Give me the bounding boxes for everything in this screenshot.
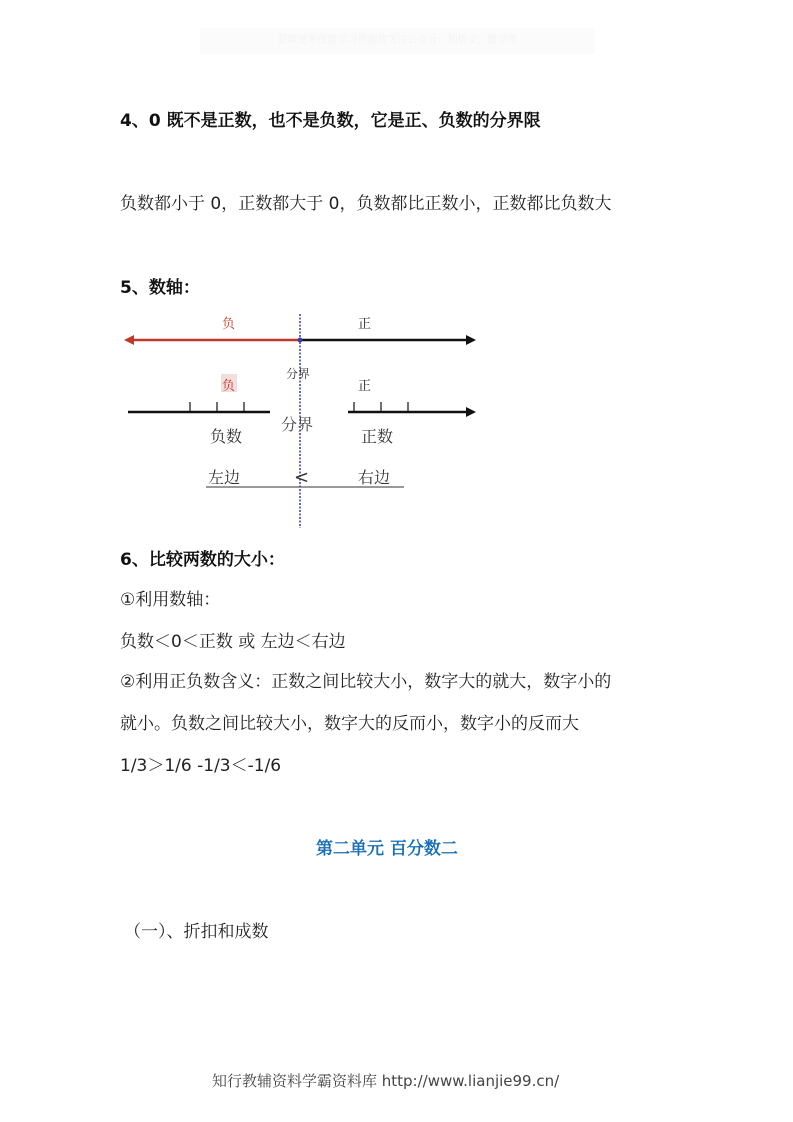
section-6-line-2: 负数＜0＜正数 或 左边＜右边: [120, 632, 346, 652]
section-4-title: 4、0 既不是正数，也不是负数，它是正、负数的分界限: [120, 111, 541, 131]
right-side-label: 右边: [358, 468, 391, 487]
section-5-title: 5、数轴：: [120, 278, 200, 298]
number-line-diagram: [118, 306, 496, 530]
section-6-line-5: 1/3＞1/6 -1/3＜-1/6: [120, 756, 282, 776]
section-6-line-4: 就小。负数之间比较大小，数字大的反而小，数字小的反而大: [120, 714, 579, 734]
left-arrow-icon: [124, 335, 134, 345]
boundary-label-2: 分界: [281, 415, 314, 434]
unit-title: 第二单元 百分数二: [316, 839, 458, 859]
top-pos-label: 正: [358, 317, 372, 332]
watermark: 获取更多优质学习资源请关注公众号：知语文，微学堂: [200, 28, 595, 54]
right-arrow-icon: [466, 335, 476, 345]
section-6-line-3: ②利用正负数含义：正数之间比较大小，数字大的就大，数字小的: [120, 672, 612, 692]
section-6-title: 6、比较两数的大小：: [120, 550, 285, 570]
less-than-sign: <: [294, 467, 310, 488]
subsection-title: （一）、折扣和成数: [124, 922, 269, 942]
section-4-text: 负数都小于 0，正数都大于 0，负数都比正数小，正数都比负数大: [120, 194, 612, 214]
footer-text: 知行教辅资料学霸资料库 http://www.lianjie99.cn/: [212, 1072, 560, 1090]
positive-numbers-label: 正数: [361, 427, 394, 446]
boundary-label-1: 分界: [286, 367, 311, 381]
top-neg-label: 负: [222, 317, 236, 332]
section-6-line-1: ①利用数轴：: [120, 590, 221, 610]
mid-neg-label: 负: [222, 379, 236, 394]
mid-pos-label: 正: [358, 379, 372, 394]
left-side-label: 左边: [208, 468, 241, 487]
negative-numbers-label: 负数: [210, 427, 243, 446]
